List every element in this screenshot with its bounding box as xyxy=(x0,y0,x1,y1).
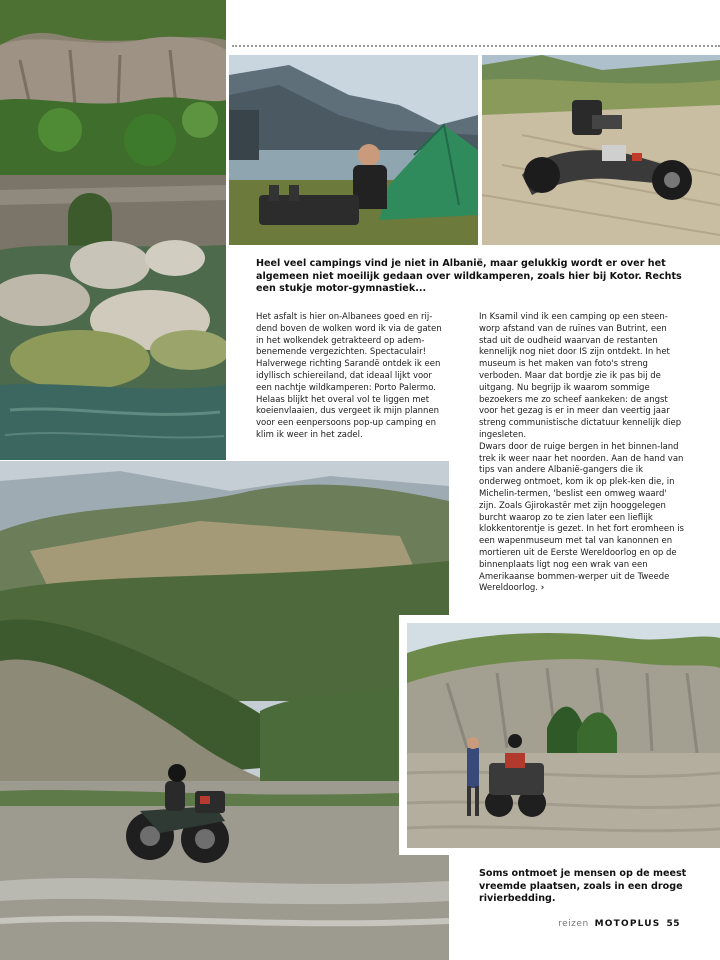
footer-magazine: MOTOPLUS xyxy=(594,919,661,929)
paragraph-text: Dwars door de ruige bergen in het binnen-land trek ik weer naar het noorden. Aan de hand van tips van andere Albanië-gangers die ik onderweg ontmoet, kom ik op plek-ken die, in Michelin-termen, 'beslist een omweg waard' zijn. Zoals Gjirokastër met zijn hooggelegen burcht waarop zo te zien later een lieflijk klokkentorentje is gezet. In het fort eromheen is een wapenmuseum met tal van kanonnen en mortieren uit de Eerste Wereldoorlog en op de binnenplaats ligt nog een wrak van een Amerikaanse bommen-werper uit de Tweede Wereldoorlog. xyxy=(479,441,684,594)
photo-fallen-motorcycle xyxy=(482,55,720,245)
article-end-arrow-icon: › xyxy=(540,583,545,594)
photo-dry-riverbed xyxy=(407,623,720,848)
caption-top: Heel veel campings vind je niet in Albanië, maar gelukkig wordt er over het algemeen niet moeilijk gedaan over wildkamperen, zoals hier bij Kotor. Rechts een stukje motor-gymnastiek... xyxy=(256,258,682,295)
footer-section: reizen xyxy=(558,919,589,929)
paragraph xyxy=(479,442,686,595)
photo-stone-bridge-river xyxy=(0,0,226,460)
caption-bottom: Soms ontmoet je mensen op de meest vreemde plaatsen, zoals in een droge rivierbedding. xyxy=(479,868,687,905)
page-footer xyxy=(558,919,680,929)
dotted-rule xyxy=(232,45,720,47)
photo-camping-lake xyxy=(229,55,478,245)
paragraph: Het asfalt is hier on-Albanees goed en rij-dend boven de wolken word ik via de gaten in het wolkendek getrakteerd op adem-benemende vergezichten. Spectaculair! Halverwege richting Sarandë ontdek ik een idyllisch schiereiland, dat ideaal lijkt voor een nachtje wildkamperen: Porto Palermo. Helaas blijkt het overal vol te liggen met koeienvlaaien, dus vergeet ik mijn plannen voor een eenpersoons pop-up camping en klim ik weer in het zadel. xyxy=(256,312,442,440)
paragraph: In Ksamil vind ik een camping op een steen-worp afstand van de ruïnes van Butrint, een stad uit de oudheid waarvan de restanten kennelijk nog niet door IS zijn ontdekt. In het museum is het maken van foto's streng verboden. Maar dat bordje zie ik pas bij de uitgang. Nu begrijp ik waarom sommige bezoekers me zo scheef aankeken: de angst voor het gezag is er in meer dan veertig jaar streng communistische dictatuur kennelijk diep ingesleten. xyxy=(479,312,682,440)
text-column-right xyxy=(479,312,686,595)
photo-valley-motorcyclist xyxy=(0,461,449,960)
text-column-left xyxy=(256,312,450,442)
page-number: 55 xyxy=(666,919,680,929)
